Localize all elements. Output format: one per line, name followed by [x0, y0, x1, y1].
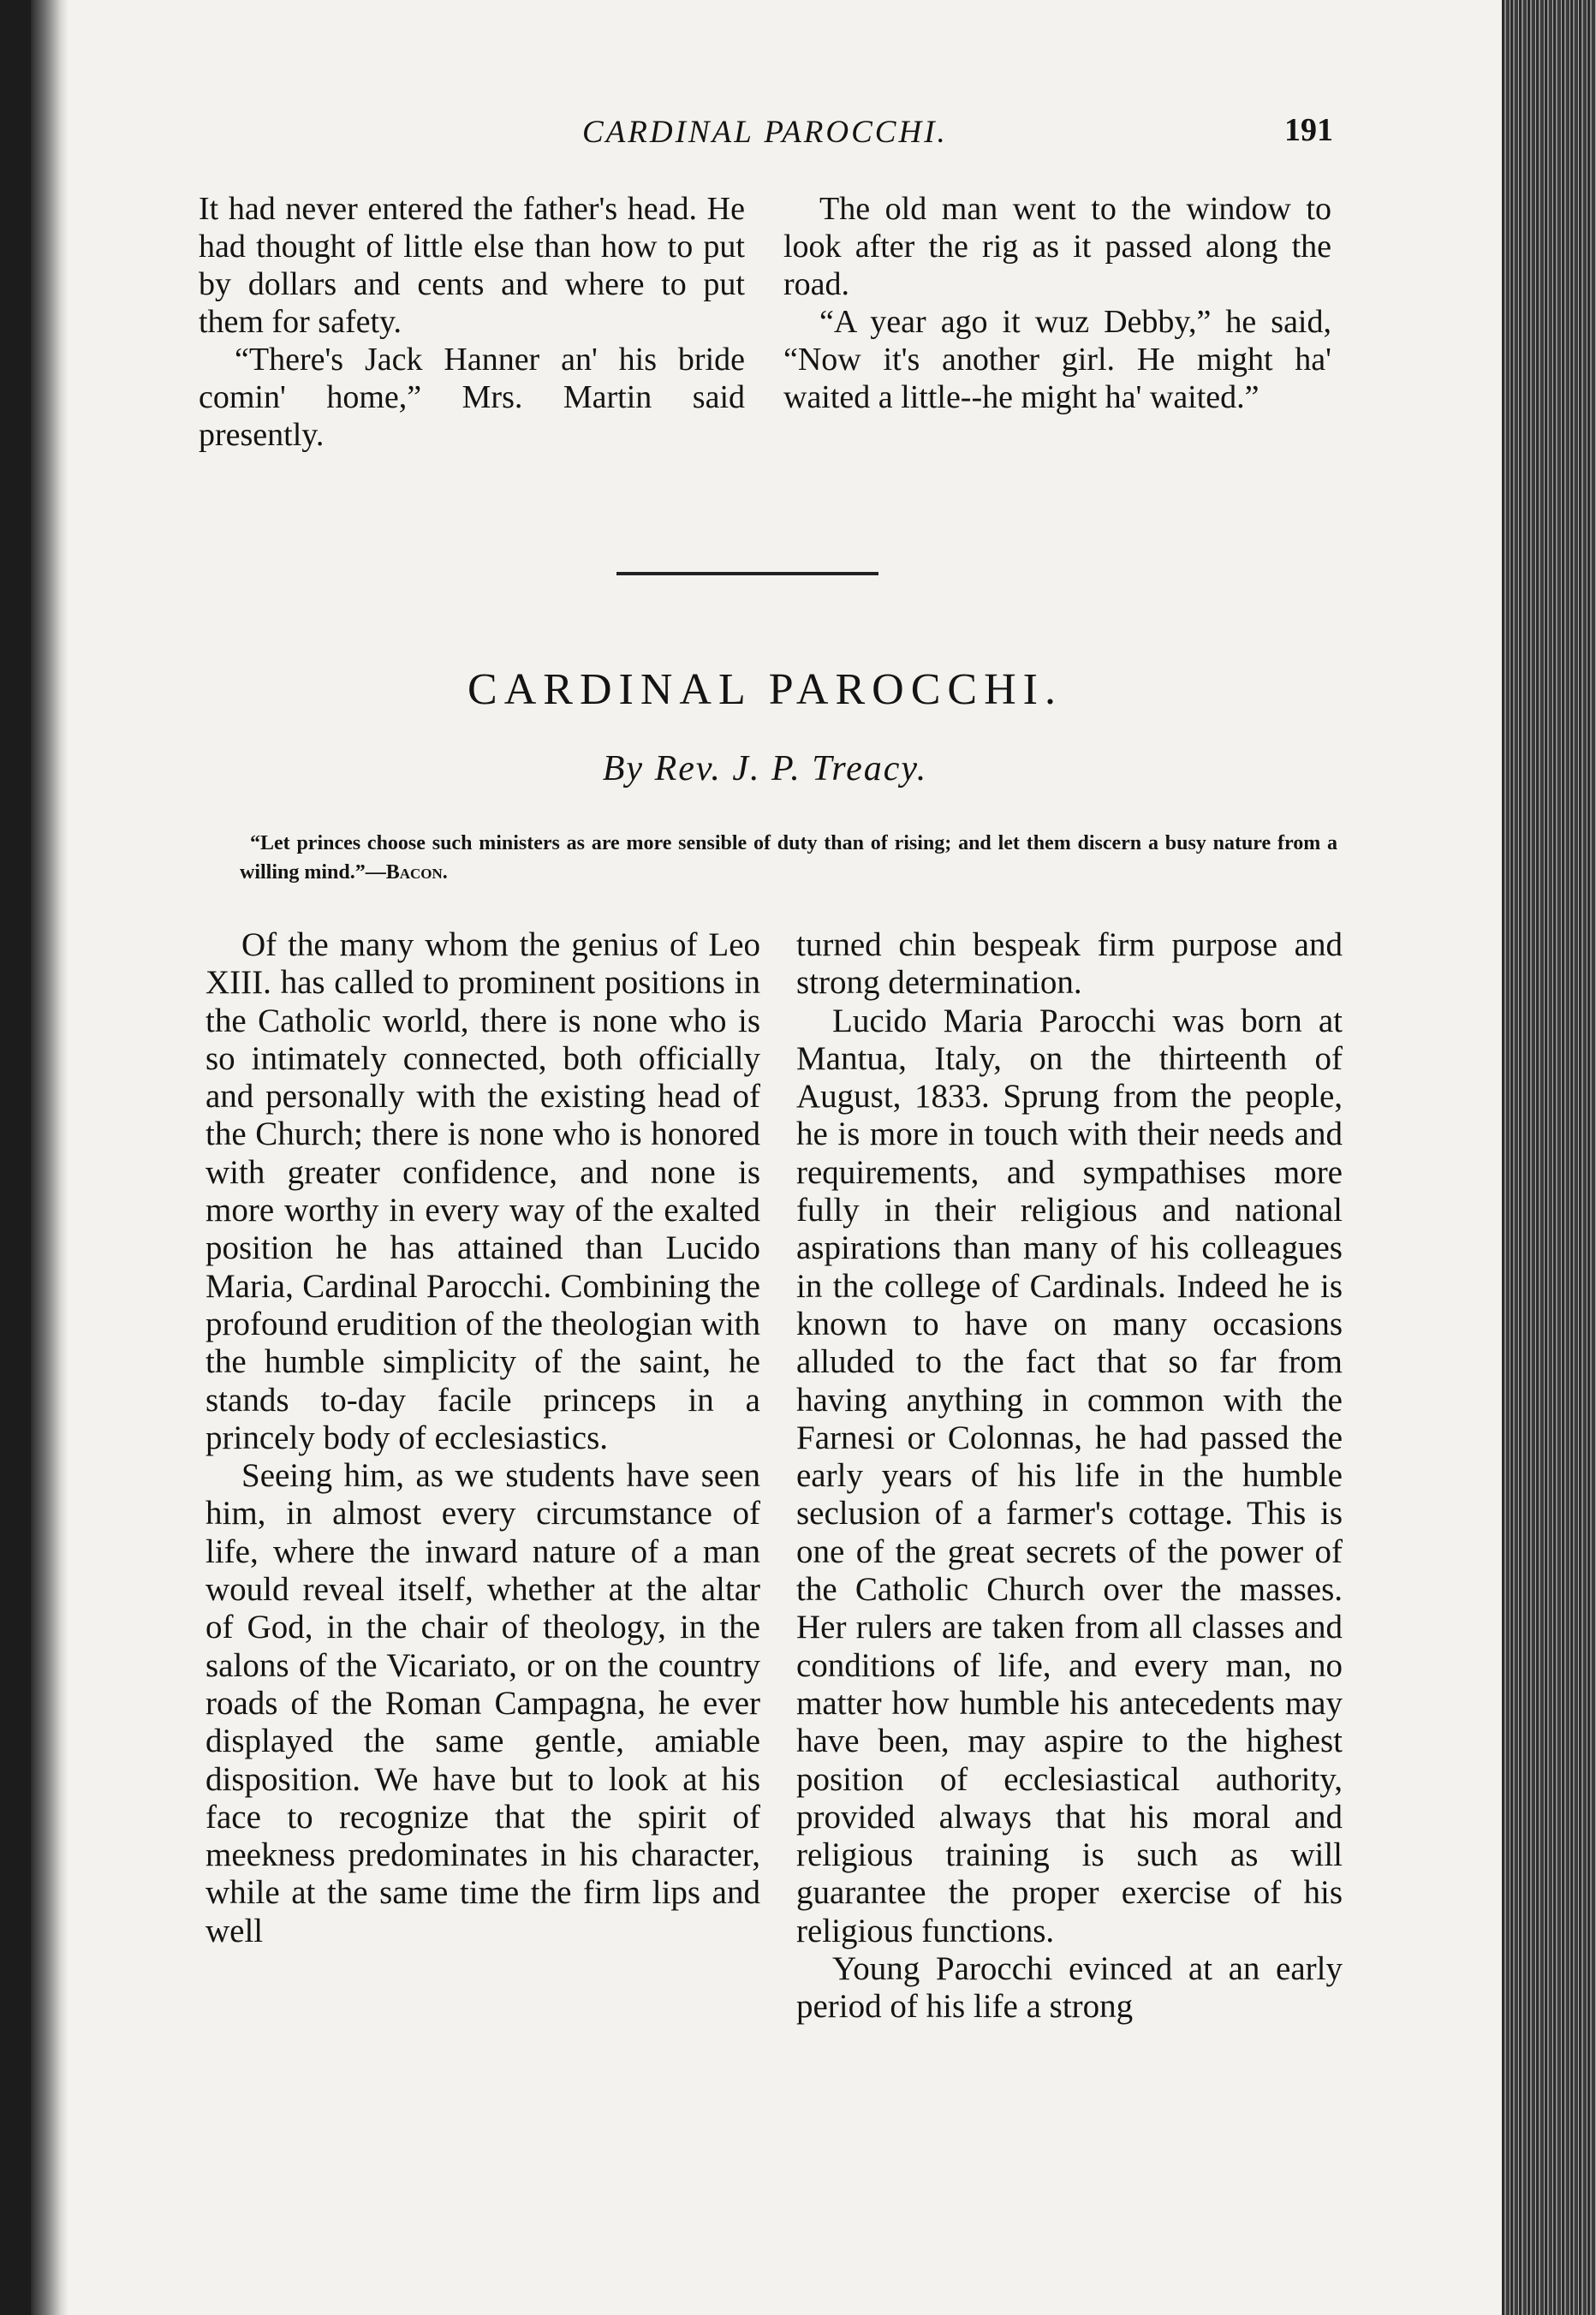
- paragraph: turned chin bespeak firm purpose and strong determination.: [796, 926, 1343, 1002]
- epigraph-quote: “Let princes choose such ministers as are more sensible of duty than of rising; and let them discern a busy nature from a willing mind.”—: [240, 832, 1337, 884]
- running-head: CARDINAL PAROCCHI.: [582, 115, 948, 150]
- article-right-column: [796, 926, 1343, 2026]
- previous-story-left-column: [199, 190, 745, 454]
- section-divider: [616, 572, 878, 575]
- article-left-column: [205, 926, 760, 1950]
- paragraph: “There's Jack Hanner an' his bride comin' home,” Mrs. Martin said presently.: [199, 342, 745, 453]
- page-number: 191: [1284, 112, 1333, 148]
- paragraph: Of the many whom the genius of Leo XIII. has called to prominent positions in the Catholic world, there is none who is so intimately connected, both officially and personally with the existing head of the Church; there is none who is honored with greater confidence, and none is more worthy in every way of the exalted position he has attained than Lucido Maria, Cardinal Parocchi. Combining the profound erudition of the theologian with the humble simplicity of the saint, he stands to-day facile princeps in a princely body of ecclesiastics.: [205, 926, 760, 1456]
- spine-shadow: [31, 0, 68, 2315]
- epigraph-author: Bacon.: [385, 861, 448, 884]
- paragraph: The old man went to the window to look after the rig as it passed along the road.: [783, 191, 1331, 302]
- page-stack-edge: [1502, 0, 1596, 2315]
- paragraph: It had never entered the father's head. He had thought of little else than how to put by dollars and cents and where to put them for safety.: [199, 191, 745, 340]
- article-byline: By Rev. J. P. Treacy.: [602, 749, 928, 789]
- paragraph: Lucido Maria Parocchi was born at Mantua, Italy, on the thirteenth of August, 1833. Sprung from the people, he is more in touch with their needs and requirements, and sympathises more fully in their religious and national aspirations than many of his colleagues in the college of Cardinals. Indeed he is known to have on many occasions alluded to the fact that so far from having anything in common with the Farnesi or Colonnas, he had passed the early years of his life in the humble seclusion of a farmer's cottage. This is one of the great secrets of the power of the Catholic Church over the masses. Her rulers are taken from all classes and conditions of life, and every man, no matter how humble his antecedents may have been, may aspire to the highest position of ecclesiastical authority, provided always that his moral and religious training is such as will guarantee the proper exercise of his religious functions.: [796, 1002, 1343, 1949]
- epigraph: [240, 829, 1337, 887]
- paragraph: “A year ago it wuz Debby,” he said, “Now it's another girl. He might ha' waited a little--he might ha' waited.”: [783, 304, 1331, 415]
- paragraph: Young Parocchi evinced at an early period of his life a strong: [796, 1950, 1343, 2026]
- article-title: CARDINAL PAROCCHI.: [467, 665, 1063, 714]
- previous-story-right-column: [783, 190, 1331, 416]
- paragraph: Seeing him, as we students have seen him, in almost every circumstance of life, where the inward nature of a man would reveal itself, whether at the altar of God, in the chair of theology, in the salons of the Vicariato, or on the country roads of the Roman Campagna, he ever displayed the same gentle, amiable disposition. We have but to look at his face to recognize that the spirit of meekness predominates in his character, while at the same time the firm lips and well: [205, 1457, 760, 1949]
